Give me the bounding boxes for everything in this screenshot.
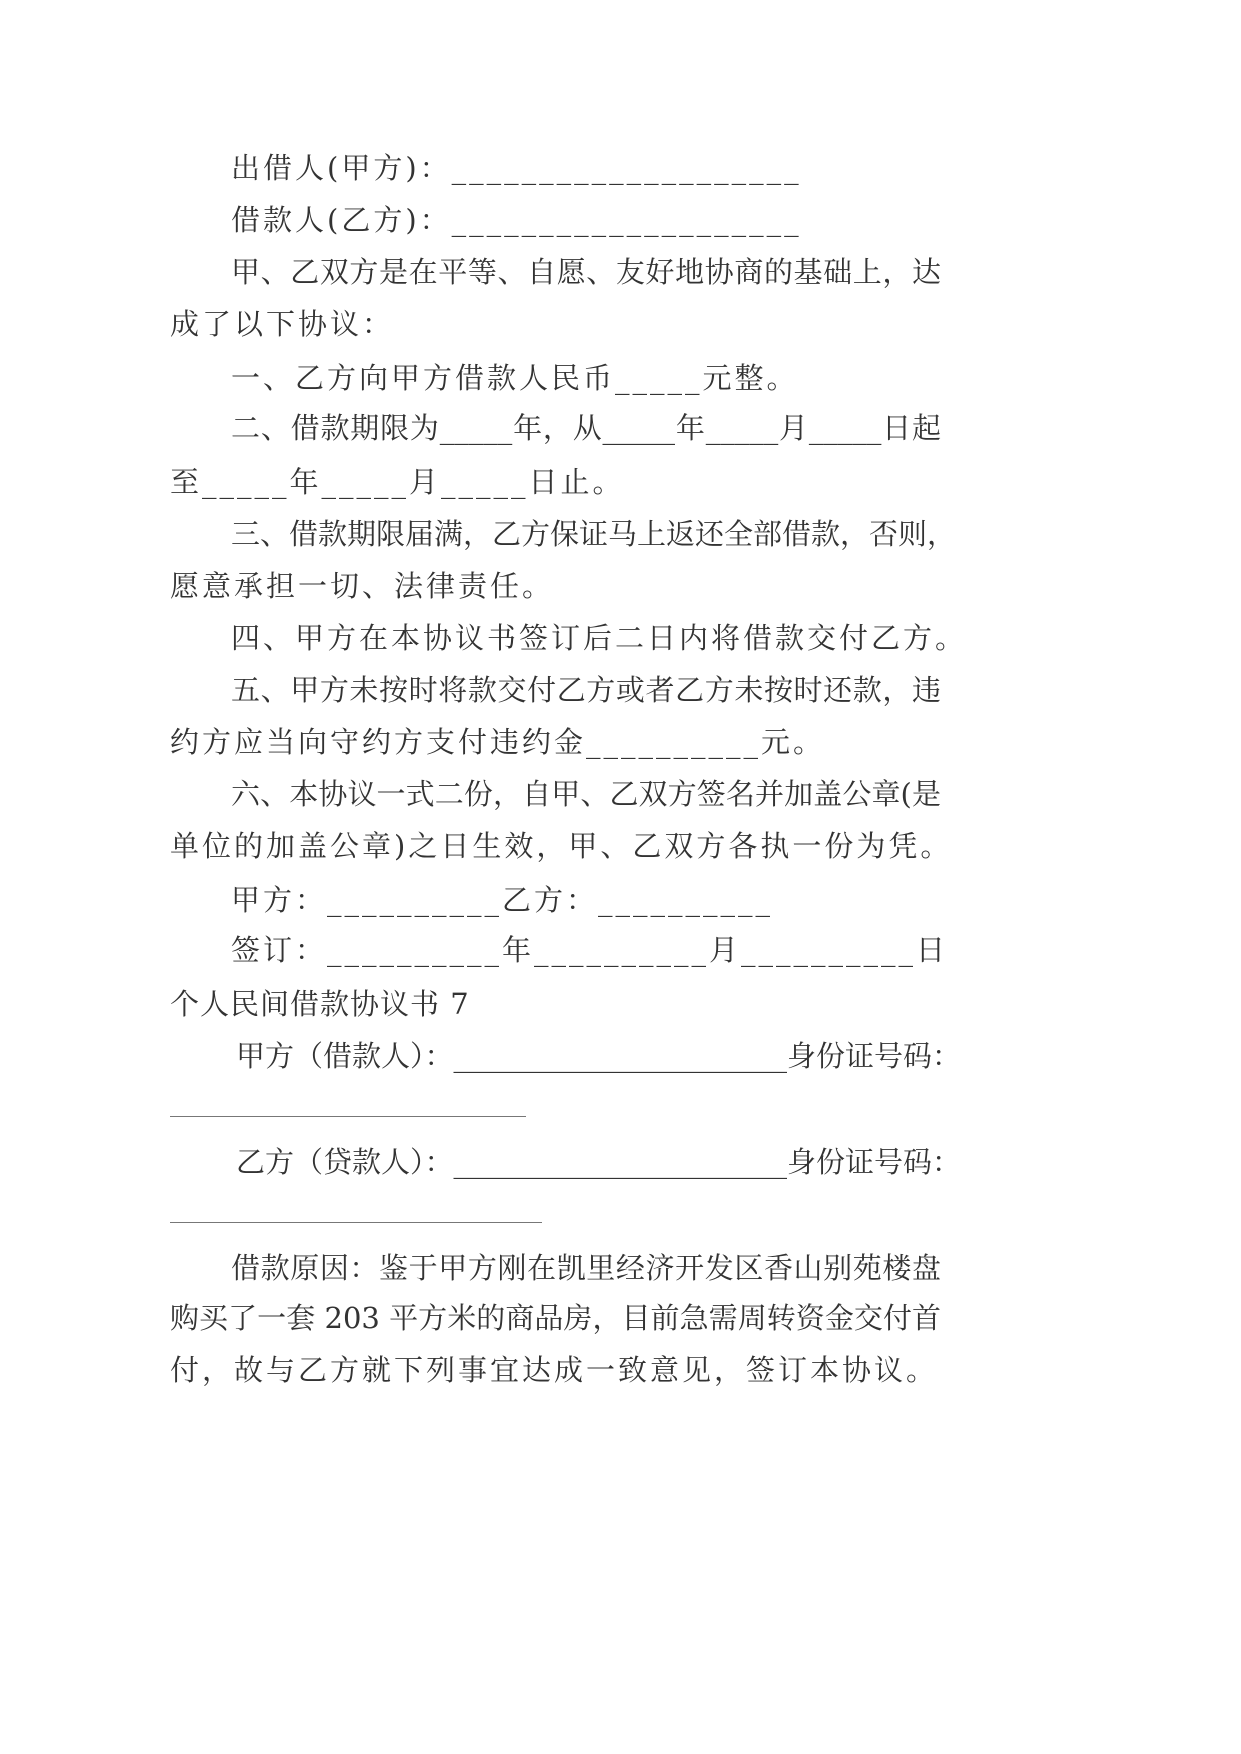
paragraph-intro-line-1: 甲、乙双方是在平等、自愿、友好地协商的基础上，达	[231, 255, 941, 289]
party-b-id-blank-line	[170, 1222, 542, 1223]
section-heading: 个人民间借款协议书 7	[170, 987, 470, 1021]
clause-4: 四、甲方在本协议书签订后二日内将借款交付乙方。	[231, 621, 968, 655]
clause-2-line-1: 二、借款期限为_____年，从_____年_____月_____日起	[231, 411, 941, 445]
clause-1: 一、乙方向甲方借款人民币_____元整。	[231, 361, 799, 395]
clause-2-line-2: 至_____年_____月_____日止。	[170, 465, 625, 499]
lender-line: 出借人(甲方)：____________________	[231, 151, 802, 185]
loan-reason-line-1: 借款原因：鉴于甲方刚在凯里经济开发区香山别苑楼盘	[231, 1251, 941, 1285]
party-b-line: 乙方（贷款人）：_______________________身份证号码：	[236, 1145, 962, 1179]
signing-date-line: 签订：__________年__________月__________日	[231, 933, 949, 967]
loan-reason-line-3: 付，故与乙方就下列事宜达成一致意见，签订本协议。	[170, 1353, 939, 1387]
clause-6-line-2: 单位的加盖公章)之日生效，甲、乙双方各执一份为凭。	[170, 829, 953, 863]
signature-parties-line: 甲方：__________乙方：__________	[231, 883, 774, 917]
party-a-line: 甲方（借款人）：_______________________身份证号码：	[236, 1039, 962, 1073]
clause-3-line-1: 三、借款期限届满，乙方保证马上返还全部借款，否则，	[231, 517, 957, 551]
loan-reason-line-2: 购买了一套 203 平方米的商品房，目前急需周转资金交付首	[170, 1301, 941, 1335]
clause-3-line-2: 愿意承担一切、法律责任。	[170, 569, 555, 603]
paragraph-intro-line-2: 成了以下协议：	[170, 307, 395, 341]
clause-6-line-1: 六、本协议一式二份，自甲、乙双方签名并加盖公章(是	[231, 777, 941, 811]
party-a-id-blank-line	[170, 1116, 526, 1117]
borrower-line: 借款人(乙方)：____________________	[231, 203, 802, 237]
clause-5-line-2: 约方应当向守约方支付违约金__________元。	[170, 725, 826, 759]
clause-5-line-1: 五、甲方未按时将款交付乙方或者乙方未按时还款，违	[231, 673, 941, 707]
